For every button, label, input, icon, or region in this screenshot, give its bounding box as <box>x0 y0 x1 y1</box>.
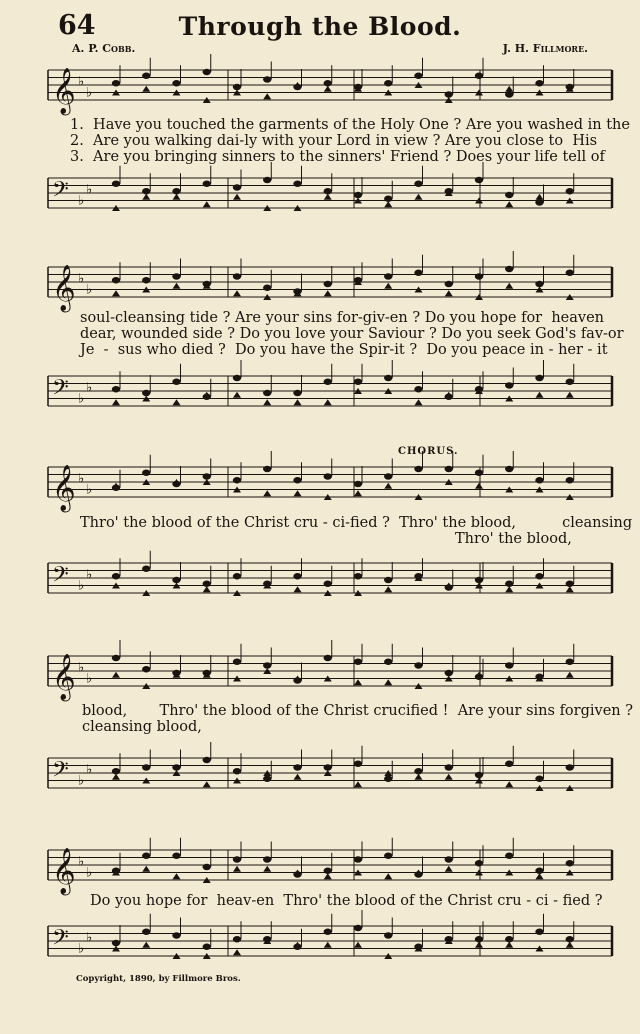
shape-note-head <box>384 283 392 289</box>
note-head <box>203 473 211 479</box>
flat-sign: ♭ <box>78 74 85 90</box>
shape-note-head <box>475 942 483 948</box>
shape-note-head <box>415 399 423 405</box>
note-head <box>566 764 574 770</box>
note-head <box>172 80 180 86</box>
treble-staff <box>0 652 640 700</box>
shape-note-head <box>536 392 544 398</box>
note-head <box>535 80 543 86</box>
shape-note-head <box>415 194 423 200</box>
shape-note-head <box>173 399 181 405</box>
shape-note-head <box>233 866 241 872</box>
note-head <box>233 273 241 279</box>
shape-note-head <box>505 201 513 207</box>
shape-note-head <box>263 93 271 99</box>
note-head <box>414 270 422 276</box>
note-head <box>172 853 180 859</box>
note-head <box>445 856 453 862</box>
flat-sign: ♭ <box>86 930 93 946</box>
shape-note-head <box>566 586 574 592</box>
note-head <box>384 375 392 381</box>
shape-note-head <box>536 873 544 879</box>
note-head <box>505 382 513 388</box>
treble-staff <box>0 66 640 114</box>
note-head <box>293 390 301 396</box>
note-head <box>112 940 120 946</box>
note-head <box>566 188 574 194</box>
note-head <box>112 181 120 187</box>
flat-sign: ♭ <box>78 391 85 407</box>
chorus-line-2-lower: cleansing blood, <box>82 719 202 735</box>
note-head <box>112 573 120 579</box>
note-head <box>505 91 513 97</box>
shape-note-head <box>203 781 211 787</box>
note-head <box>505 266 513 272</box>
note-head <box>354 379 362 385</box>
shape-note-head <box>233 392 241 398</box>
note-head <box>142 853 150 859</box>
shape-note-head <box>142 942 150 948</box>
note-head <box>566 860 574 866</box>
shape-note-head <box>233 194 241 200</box>
note-head <box>324 80 332 86</box>
note-head <box>566 379 574 385</box>
note-head <box>293 181 301 187</box>
shape-note-head <box>112 672 120 678</box>
shape-note-head <box>384 679 392 685</box>
note-head <box>233 84 241 90</box>
bass-staff <box>0 754 640 794</box>
shape-note-head <box>263 399 271 405</box>
note-head <box>535 868 543 874</box>
shape-note-head <box>505 781 513 787</box>
note-head <box>535 929 543 935</box>
shape-note-head <box>324 399 332 405</box>
shape-note-head <box>445 290 453 296</box>
note-head <box>172 577 180 583</box>
note-head <box>112 655 120 661</box>
note-head <box>384 80 392 86</box>
note-head <box>354 192 362 198</box>
verse-3-line-2: Je - sus who died ? Do you have the Spir-it ? Do you peace in - her - it <box>80 342 608 358</box>
chorus-line-2: blood, Thro' the blood of the Christ crucified ! Are your sins forgiven ? <box>82 703 634 719</box>
note-head <box>384 776 392 782</box>
shape-note-head <box>354 679 362 685</box>
note-head <box>203 181 211 187</box>
note-head <box>505 581 513 587</box>
note-head <box>142 390 150 396</box>
note-head <box>445 91 453 97</box>
note-head <box>414 466 422 472</box>
note-head <box>142 73 150 79</box>
note-head <box>505 936 513 942</box>
note-head <box>324 581 332 587</box>
note-head <box>566 477 574 483</box>
note-head <box>384 577 392 583</box>
treble-staff <box>0 846 640 894</box>
verse-2-line-2: dear, wounded side ? Do you love your Saviour ? Do you seek God's fav-or <box>80 326 624 342</box>
shape-note-head <box>505 942 513 948</box>
shape-note-head <box>475 483 483 489</box>
note-head <box>324 188 332 194</box>
verse-1-line-1: 1. Have you touched the garments of the Holy One ? Are you washed in the <box>70 117 630 133</box>
bass-clef: 𝄢 <box>52 562 69 593</box>
note-head <box>384 853 392 859</box>
shape-note-head <box>505 586 513 592</box>
treble-clef: 𝄞 <box>52 68 76 114</box>
shape-note-head <box>112 774 120 780</box>
note-head <box>233 768 241 774</box>
note-head <box>263 662 271 668</box>
note-head <box>475 936 483 942</box>
note-head <box>535 776 543 782</box>
note-head <box>203 69 211 75</box>
copyright-notice: Copyright, 1890, by Fillmore Bros. <box>76 974 241 984</box>
note-head <box>414 662 422 668</box>
shape-note-head <box>354 942 362 948</box>
shape-note-head <box>263 866 271 872</box>
note-head <box>324 929 332 935</box>
note-head <box>324 868 332 874</box>
note-head <box>505 761 513 767</box>
flat-sign: ♭ <box>86 182 93 198</box>
verse-3-line-1: 3. Are you bringing sinners to the sinners' Friend ? Does your life tell of <box>70 149 605 165</box>
note-head <box>233 936 241 942</box>
shape-note-head <box>354 490 362 496</box>
note-head <box>324 764 332 770</box>
page-number: 64 <box>58 10 96 41</box>
note-head <box>233 856 241 862</box>
note-head <box>112 386 120 392</box>
treble-staff <box>0 263 640 311</box>
note-head <box>414 768 422 774</box>
note-head <box>475 577 483 583</box>
note-head <box>445 281 453 287</box>
shape-note-head <box>324 942 332 948</box>
shape-note-head <box>384 483 392 489</box>
shape-note-head <box>324 194 332 200</box>
shape-note-head <box>445 774 453 780</box>
bass-clef: 𝄢 <box>52 925 69 956</box>
note-head <box>475 860 483 866</box>
note-head <box>142 188 150 194</box>
shape-note-head <box>294 774 302 780</box>
treble-staff <box>0 463 640 511</box>
flat-sign: ♭ <box>86 865 93 881</box>
note-head <box>354 925 362 931</box>
note-head <box>505 466 513 472</box>
note-head <box>203 757 211 763</box>
note-head <box>354 573 362 579</box>
note-head <box>293 573 301 579</box>
note-head <box>233 477 241 483</box>
note-head <box>505 853 513 859</box>
note-head <box>203 864 211 870</box>
treble-clef: 𝄞 <box>52 654 76 700</box>
note-head <box>384 659 392 665</box>
note-head <box>414 386 422 392</box>
author-credit: A. P. Cobb. <box>72 42 136 55</box>
treble-clef: 𝄞 <box>52 465 76 511</box>
flat-sign: ♭ <box>78 941 85 957</box>
note-head <box>263 177 271 183</box>
flat-sign: ♭ <box>86 85 93 101</box>
bass-clef: 𝄢 <box>52 757 69 788</box>
shape-note-head <box>263 490 271 496</box>
note-head <box>566 936 574 942</box>
note-head <box>263 776 271 782</box>
note-head <box>475 177 483 183</box>
note-head <box>535 199 543 205</box>
shape-note-head <box>294 490 302 496</box>
note-head <box>203 944 211 950</box>
note-head <box>354 761 362 767</box>
chorus-line-1: Thro' the blood of the Christ cru - ci-fied ? Thro' the blood, cleansing <box>80 515 633 531</box>
note-head <box>233 184 241 190</box>
note-head <box>324 473 332 479</box>
note-head <box>354 481 362 487</box>
note-head <box>112 80 120 86</box>
shape-note-head <box>324 290 332 296</box>
shape-note-head <box>142 194 150 200</box>
note-head <box>535 477 543 483</box>
shape-note-head <box>354 781 362 787</box>
chorus-line-1-lower: Thro' the blood, <box>455 531 572 547</box>
treble-clef: 𝄞 <box>52 265 76 311</box>
flat-sign: ♭ <box>78 773 85 789</box>
shape-note-head <box>384 201 392 207</box>
note-head <box>475 470 483 476</box>
note-head <box>263 466 271 472</box>
flat-sign: ♭ <box>86 671 93 687</box>
bass-staff <box>0 922 640 962</box>
hymn-title: Through the Blood. <box>178 12 462 41</box>
shape-note-head <box>173 283 181 289</box>
note-head <box>384 932 392 938</box>
note-head <box>293 477 301 483</box>
note-head <box>263 76 271 82</box>
shape-note-head <box>384 586 392 592</box>
note-head <box>324 379 332 385</box>
bass-staff <box>0 559 640 599</box>
note-head <box>475 273 483 279</box>
note-head <box>263 390 271 396</box>
note-head <box>384 196 392 202</box>
shape-note-head <box>384 873 392 879</box>
shape-note-head <box>324 873 332 879</box>
note-head <box>142 929 150 935</box>
shape-note-head <box>112 399 120 405</box>
shape-note-head <box>324 86 332 92</box>
note-head <box>535 573 543 579</box>
shape-note-head <box>445 866 453 872</box>
note-head <box>142 666 150 672</box>
note-head <box>263 856 271 862</box>
note-head <box>233 573 241 579</box>
flat-sign: ♭ <box>78 854 85 870</box>
shape-note-head <box>142 866 150 872</box>
note-head <box>354 856 362 862</box>
note-head <box>445 466 453 472</box>
note-head <box>384 473 392 479</box>
note-head <box>172 188 180 194</box>
note-head <box>505 662 513 668</box>
note-head <box>445 764 453 770</box>
note-head <box>142 764 150 770</box>
shape-note-head <box>203 201 211 207</box>
note-head <box>172 273 180 279</box>
note-head <box>172 932 180 938</box>
shape-note-head <box>112 290 120 296</box>
shape-note-head <box>173 194 181 200</box>
shape-note-head <box>505 283 513 289</box>
shape-note-head <box>505 86 513 92</box>
note-head <box>505 192 513 198</box>
note-head <box>142 277 150 283</box>
bass-staff <box>0 174 640 214</box>
note-head <box>263 285 271 291</box>
note-head <box>445 670 453 676</box>
note-head <box>233 375 241 381</box>
shape-note-head <box>566 392 574 398</box>
note-head <box>566 659 574 665</box>
note-head <box>535 281 543 287</box>
note-head <box>112 277 120 283</box>
flat-sign: ♭ <box>78 193 85 209</box>
note-head <box>233 659 241 665</box>
chorus-label: CHORUS. <box>398 446 459 457</box>
verse-2-line-1: 2. Are you walking dai-ly with your Lord in view ? Are you close to His <box>70 133 598 149</box>
bass-clef: 𝄢 <box>52 375 69 406</box>
note-head <box>324 655 332 661</box>
note-head <box>475 772 483 778</box>
note-head <box>172 379 180 385</box>
note-head <box>354 659 362 665</box>
note-head <box>142 470 150 476</box>
flat-sign: ♭ <box>86 482 93 498</box>
shape-note-head <box>203 586 211 592</box>
flat-sign: ♭ <box>78 578 85 594</box>
note-head <box>112 768 120 774</box>
flat-sign: ♭ <box>86 762 93 778</box>
note-head <box>566 581 574 587</box>
shape-note-head <box>233 949 241 955</box>
flat-sign: ♭ <box>78 660 85 676</box>
note-head <box>142 566 150 572</box>
note-head <box>566 270 574 276</box>
composer-credit: J. H. Fillmore. <box>502 42 588 55</box>
shape-note-head <box>294 399 302 405</box>
bass-staff <box>0 372 640 412</box>
shape-note-head <box>536 194 544 200</box>
note-head <box>414 181 422 187</box>
flat-sign: ♭ <box>86 282 93 298</box>
flat-sign: ♭ <box>78 271 85 287</box>
flat-sign: ♭ <box>86 567 93 583</box>
verse-1-line-2: soul-cleansing tide ? Are your sins for-giv-en ? Do you hope for heaven <box>80 310 605 326</box>
chorus-line-3: Do you hope for heav-en Thro' the blood of the Christ cru - ci - fied ? <box>90 893 603 909</box>
flat-sign: ♭ <box>78 471 85 487</box>
shape-note-head <box>173 873 181 879</box>
note-head <box>475 73 483 79</box>
shape-note-head <box>294 586 302 592</box>
shape-note-head <box>566 672 574 678</box>
note-head <box>535 375 543 381</box>
shape-note-head <box>566 942 574 948</box>
note-head <box>414 73 422 79</box>
note-head <box>324 281 332 287</box>
shape-note-head <box>142 86 150 92</box>
note-head <box>293 764 301 770</box>
flat-sign: ♭ <box>86 380 93 396</box>
note-head <box>172 764 180 770</box>
treble-clef: 𝄞 <box>52 848 76 894</box>
shape-note-head <box>233 290 241 296</box>
note-head <box>203 581 211 587</box>
bass-clef: 𝄢 <box>52 177 69 208</box>
note-head <box>384 273 392 279</box>
shape-note-head <box>415 774 423 780</box>
